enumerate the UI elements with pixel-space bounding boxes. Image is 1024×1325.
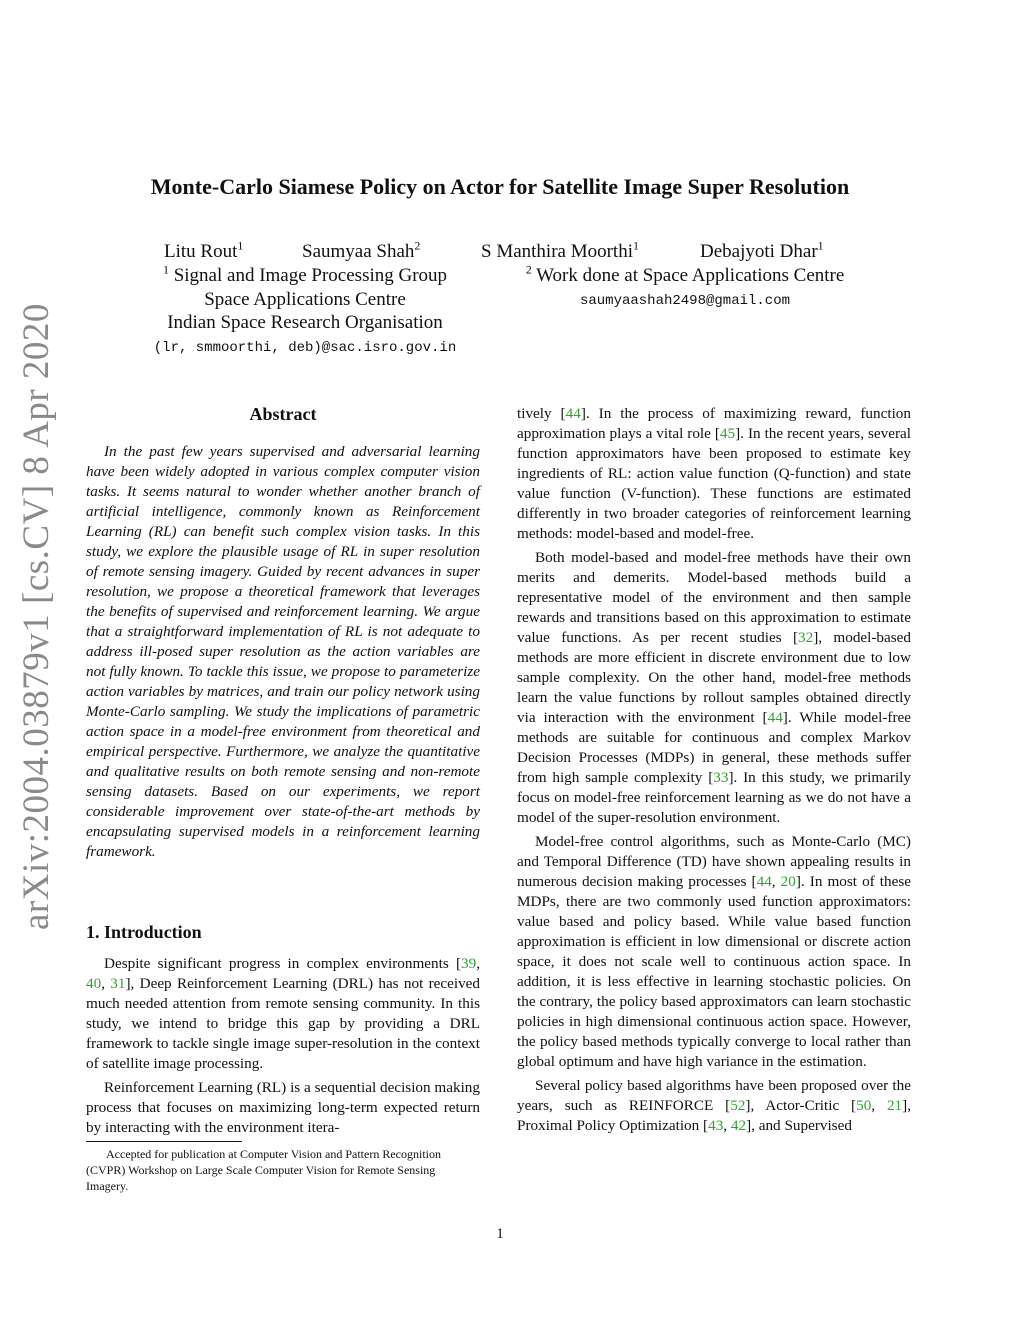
citation-link[interactable]: 32 [798, 629, 814, 646]
introduction-section [86, 922, 480, 1142]
intro-paragraph-6: Several policy based algorithms have been proposed over the years, such as REINFORCE [52], Actor-Critic [50, 21], Proximal Policy Optimization [43, 42], and Supervised [517, 1077, 911, 1134]
citation-link[interactable]: 52 [730, 1097, 746, 1114]
citation-link[interactable]: 44 [565, 405, 581, 422]
citation-link[interactable]: 42 [730, 1117, 747, 1134]
author-3: S Manthira Moorthi$^1$ [481, 238, 639, 262]
author-1: Litu Rout$^1$ [164, 238, 244, 262]
author-4: Debajyoti Dhar$^1$ [700, 238, 824, 262]
citation-link[interactable]: 33 [713, 769, 729, 786]
intro-paragraph-1: Despite significant progress in complex environments [39, 40, 31], Deep Reinforcement Learning (DRL) has not received much needed attention from remote sensing community. In this study, we intend to bridge this gap by providing a DRL framework to tackle single image super-resolution in the context of satellite image processing. [86, 955, 481, 1072]
citation-link[interactable]: 20 [780, 873, 796, 890]
author-2: Saumyaa Shah$^2$ [302, 238, 421, 262]
citation-link[interactable]: 40 [86, 975, 102, 992]
citation-link[interactable]: 45 [719, 425, 736, 442]
intro-paragraph-5: Model-free control algorithms, such as Monte-Carlo (MC) and Temporal Difference (TD) have shown appealing results in numerous decision making processes [44, 20]. In most of these MDPs, there are two commonly used function approximators: value based and policy based. While value based function approximation is efficient in low dimensional or discrete action space, it does not scale well to continuous action space. In addition, it is less effective in learning stochastic policies. On the contrary, the policy based approximators can learn stochastic policies in high dimensional continuous action space. However, the policy based methods typically converge to local rather than global optimum and have high variance in the estimation. [517, 833, 912, 1070]
abstract-heading: Abstract [249, 404, 317, 424]
citation-link[interactable]: 50 [856, 1097, 872, 1114]
citation-link[interactable]: 21 [886, 1097, 903, 1114]
left-column [86, 404, 480, 862]
intro-paragraph-2: Reinforcement Learning (RL) is a sequential decision making process that focuses on maximizing long-term expected return by interacting with the environment itera- [86, 1079, 480, 1136]
paper-title: Monte-Carlo Siamese Policy on Actor for Satellite Image Super Resolution [150, 174, 850, 199]
section-heading: 1. Introduction [86, 922, 202, 942]
citation-link[interactable]: 44 [756, 873, 772, 890]
affiliation-2-email: saumyaashah2498@gmail.com [579, 293, 791, 309]
citation-link[interactable]: 43 [708, 1117, 724, 1134]
page-number: 1 [496, 1226, 504, 1242]
intro-paragraph-3: tively [44]. In the process of maximizing reward, function approximation plays a vital role [45]. In the recent years, several function approximators have been proposed to estimate key ingredients of RL: action value function (Q-function) and state value function (V-function). These functions are estimated differently in two broader categories of reinforcement learning methods: model-based and model-free. [517, 405, 911, 542]
citation-link[interactable]: 31 [110, 975, 126, 992]
arxiv-stamp: arXiv:2004.03879v1 [cs.CV] 8 Apr 2020 [16, 303, 57, 930]
affiliation-1-email: (lr, smmoorthi, deb)@sac.isro.gov.in [153, 340, 457, 356]
citation-link[interactable]: 39 [461, 955, 477, 972]
right-column [517, 404, 911, 1140]
citation-link[interactable]: 44 [767, 709, 783, 726]
intro-paragraph-4: Both model-based and model-free methods have their own merits and demerits. Model-based methods build a representative model of the environment and then sample rewards and transitions based on this approximation to estimate value functions. As per recent studies [32], model-based methods are more efficient in discrete environment due to low sample complexity. On the other hand, model-free methods learn the value functions by rollout samples obtained directly via interaction with the environment [44]. While model-free methods are suitable for continuous and complex Markov Decision Processes (MDPs) in general, these methods suffer from high sample complexity [33]. In this study, we primarily focus on model-free reinforcement learning as we do not have a model of the super-resolution environment. [517, 549, 912, 826]
footnote-rule [86, 1141, 242, 1142]
abstract-text: In the past few years supervised and adversarial learning have been widely adopted in various complex computer vision tasks. It seems natural to wonder whether another branch of artificial intelligence, commonly known as Reinforcement Learning (RL) can benefit such complex vision tasks. In this study, we explore the plausible usage of RL in super resolution of remote sensing imagery. Guided by recent advances in super resolution, we propose a theoretical framework that leverages the benefits of supervised and reinforcement learning. We argue that a straightforward implementation of RL is not adequate to address ill-posed super resolution as the action variables are not fully known. To tackle this issue, we propose to parameterize action variables by matrices, and train our policy network using Monte-Carlo sampling. We study the implications of parametric action space in a model-free environment from theoretical and empirical perspective. Furthermore, we analyze the quantitative and qualitative results on both remote sensing and non-remote sensing datasets. Based on our experiments, we report considerable improvement over state-of-the-art methods by encapsulating supervised models in a reinforcement learning framework. [86, 443, 480, 860]
footnote: Accepted for publication at Computer Vision and Pattern Recognition (CVPR) Workshop on Large Scale Computer Vision for Remote Sensing Imagery. [86, 1147, 441, 1193]
